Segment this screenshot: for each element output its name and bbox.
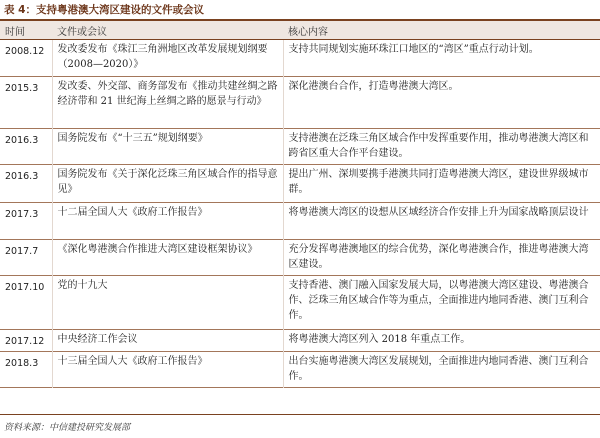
document-cell: 中央经济工作会议 (52, 330, 283, 352)
content-cell: 将粤港澳大湾区列入 2018 年重点工作。 (283, 330, 600, 352)
content-cell: 将粤港澳大湾区的设想从区域经济合作安排上升为国家战略顶层设计 (283, 203, 600, 240)
source-note: 资料来源：中信建投研究发展部 (4, 423, 131, 433)
table-row (0, 352, 600, 388)
year-cell: 2018.3 (5, 358, 39, 369)
table-row (0, 240, 600, 276)
content-cell: 支持港澳在泛珠三角区域合作中发挥重要作用，推动粤港澳大湾区和跨省区重大合作平台建设。 (283, 129, 600, 165)
content-cell: 深化港澳台合作，打造粤港澳大湾区。 (283, 77, 600, 129)
document-cell: 发改委发布《珠江三角洲地区改革发展规划纲要（2008—2020）》 (52, 40, 283, 77)
policy-table (0, 21, 600, 388)
document-cell: 国务院发布《关于深化泛珠三角区域合作的指导意见》 (52, 165, 283, 203)
content-cell: 支持共同规划实施环珠江口地区的“湾区”重点行动计划。 (283, 40, 600, 77)
document-cell: 十二届全国人大《政府工作报告》 (52, 203, 283, 240)
table-row (0, 330, 600, 352)
table-row (0, 276, 600, 330)
year-cell: 2016.3 (5, 171, 39, 182)
document-cell: 发改委、外交部、商务部发布《推动共建丝绸之路经济带和 21 世纪海上丝绸之路的愿景与行动》 (52, 77, 283, 129)
document-cell: 十三届全国人大《政府工作报告》 (52, 352, 283, 388)
table-row (0, 129, 600, 165)
header-year: 时间 (0, 21, 52, 40)
year-cell: 2016.3 (5, 135, 39, 146)
content-cell: 提出广州、深圳要携手港澳共同打造粤港澳大湾区，建设世界级城市群。 (283, 165, 600, 203)
header-content: 核心内容 (283, 21, 600, 40)
year-cell: 2017.3 (5, 209, 39, 220)
table-row (0, 77, 600, 129)
year-cell: 2017.7 (5, 246, 39, 257)
content-cell: 支持香港、澳门融入国家发展大局，以粤港澳大湾区建设、粤港澳合作、泛珠三角区域合作等为重点，全面推进内地同香港、澳门互利合作。 (283, 276, 600, 330)
header-row (0, 21, 600, 40)
document-cell: 国务院发布《“十三五”规划纲要》 (52, 129, 283, 165)
content-cell: 出台实施粤港澳大湾区发展规划，全面推进内地同香港、澳门互利合作。 (283, 352, 600, 388)
table-row (0, 165, 600, 203)
document-cell: 党的十九大 (52, 276, 283, 330)
year-cell: 2017.10 (5, 282, 45, 293)
header-document: 文件或会议 (52, 21, 283, 40)
table-row (0, 203, 600, 240)
bottom-rule (0, 414, 600, 415)
table-row (0, 40, 600, 77)
year-cell: 2008.12 (5, 46, 45, 57)
year-cell: 2015.3 (5, 83, 39, 94)
content-cell: 充分发挥粤港澳地区的综合优势，深化粤港澳合作，推进粤港澳大湾区建设。 (283, 240, 600, 276)
document-cell: 《深化粤港澳合作推进大湾区建设框架协议》 (52, 240, 283, 276)
table-title: 表 4：支持粤港澳大湾区建设的文件或会议 (4, 4, 204, 16)
year-cell: 2017.12 (5, 336, 45, 347)
